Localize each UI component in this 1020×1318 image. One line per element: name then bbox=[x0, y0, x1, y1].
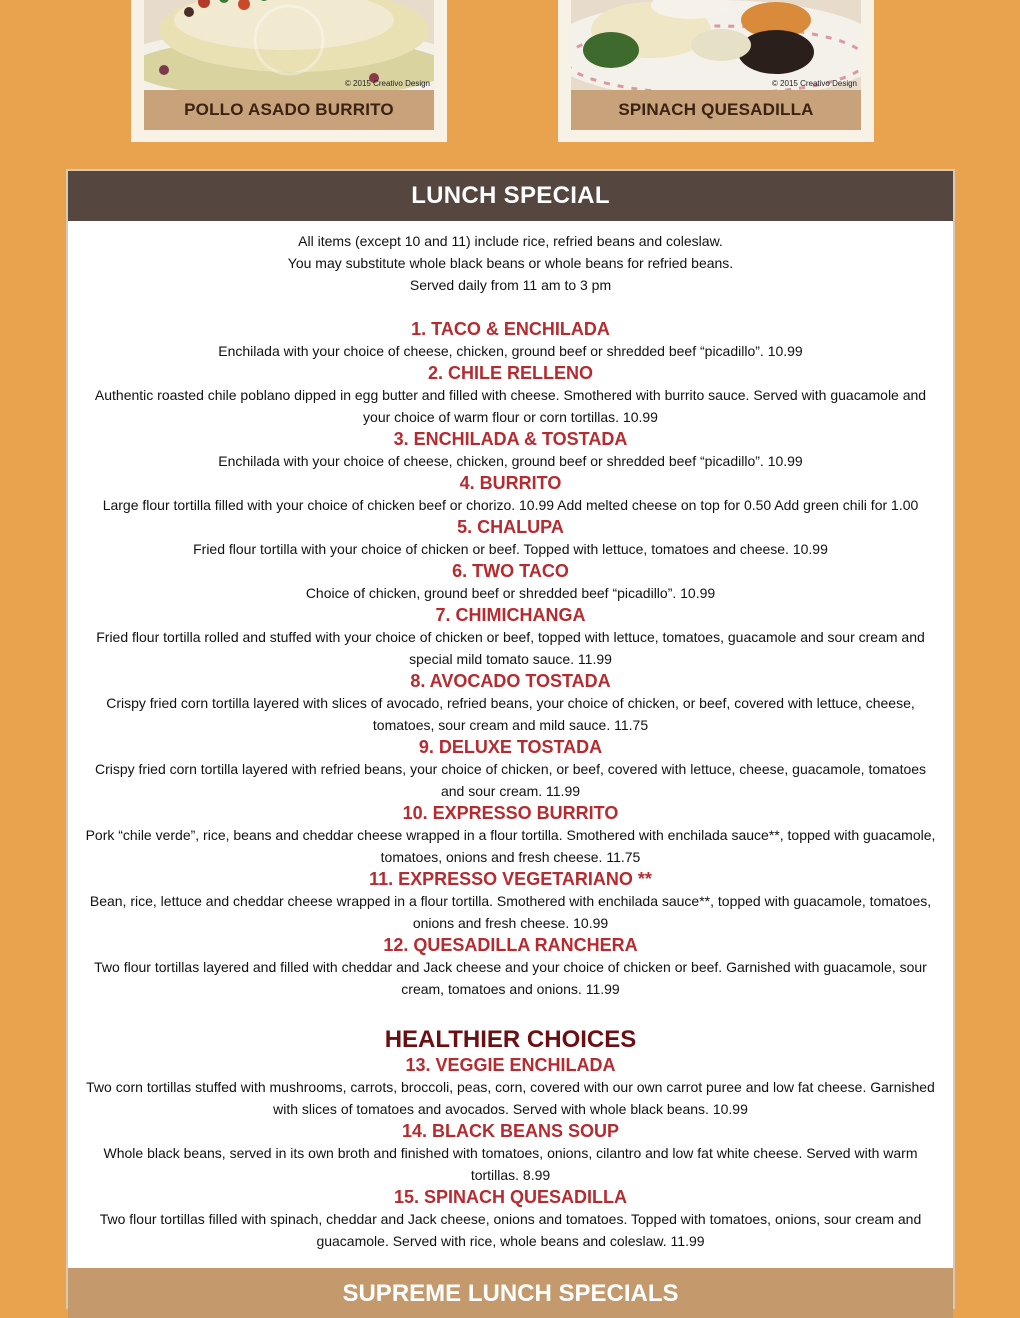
burrito-photo bbox=[144, 0, 434, 90]
healthier-choices-title: HEALTHIER CHOICES bbox=[384, 1026, 637, 1053]
menu-item-title: 7. CHIMICHANGA bbox=[435, 605, 586, 625]
lunch-special-title: LUNCH SPECIAL bbox=[68, 171, 953, 221]
intro-line: Served daily from 11 am to 3 pm bbox=[409, 277, 612, 293]
menu-item-desc: Authentic roasted chile poblano dipped in egg butter and filled with cheese. Smothered with burrito sauce. Served with guacamole and your choice of warm flour or corn tortillas. 10.99 bbox=[94, 387, 927, 425]
menu-item-desc: Large flour tortilla filled with your choice of chicken beef or chorizo. 10.99 Add melted cheese on top for 0.50 Add green chili for 1.00 bbox=[102, 497, 919, 513]
lunch-special-panel bbox=[66, 169, 955, 1309]
photo-card-spinach-quesadilla[interactable] bbox=[558, 0, 874, 142]
menu-item bbox=[80, 1120, 941, 1186]
menu-item-title: 1. TACO & ENCHILADA bbox=[411, 319, 610, 339]
lunch-special-intro bbox=[80, 230, 941, 296]
menu-item-desc: Fried flour tortilla rolled and stuffed with your choice of chicken or beef, topped with lettuce, tomatoes, guacamole and sour cream and special mild tomato sauce. 11.99 bbox=[96, 629, 925, 667]
menu-item-desc: Bean, rice, lettuce and cheddar cheese wrapped in a flour tortilla. Smothered with enchilada sauce**, topped with guacamole, tomatoes, onions and fresh cheese. 10.99 bbox=[89, 893, 932, 931]
menu-item-title: 6. TWO TACO bbox=[452, 561, 569, 581]
menu-item-title: 13. VEGGIE ENCHILADA bbox=[405, 1055, 616, 1075]
lunch-special-body bbox=[68, 221, 953, 1252]
menu-item-desc: Crispy fried corn tortilla layered with refried beans, your choice of chicken, or beef, covered with lettuce, cheese, guacamole, tomatoes and sour cream. 11.99 bbox=[94, 761, 927, 799]
menu-item-desc: Enchilada with your choice of cheese, chicken, ground beef or shredded beef “picadillo”. 10.99 bbox=[218, 343, 803, 359]
menu-item-title: 9. DELUXE TOSTADA bbox=[418, 737, 603, 757]
menu-item-desc: Pork “chile verde”, rice, beans and cheddar cheese wrapped in a flour tortilla. Smothered with enchilada sauce**, topped with guacamole, tomatoes, onions and fresh cheese. 11.75 bbox=[85, 827, 936, 865]
menu-item bbox=[80, 868, 941, 934]
menu-item bbox=[80, 934, 941, 1000]
menu-item bbox=[80, 1054, 941, 1120]
menu-item-title: 8. AVOCADO TOSTADA bbox=[410, 671, 611, 691]
menu-item bbox=[80, 604, 941, 670]
menu-item bbox=[80, 516, 941, 560]
menu-item-title: 4. BURRITO bbox=[459, 473, 562, 493]
menu-item-title: 2. CHILE RELLENO bbox=[427, 363, 593, 383]
menu-item-desc: Whole black beans, served in its own broth and finished with tomatoes, onions, cilantro and low fat white cheese. Served with warm tortillas. 8.99 bbox=[103, 1145, 918, 1183]
supreme-lunch-specials-title: SUPREME LUNCH SPECIALS bbox=[68, 1268, 953, 1318]
menu-item-title: 5. CHALUPA bbox=[457, 517, 564, 537]
intro-line: You may substitute whole black beans or whole beans for refried beans. bbox=[287, 255, 734, 271]
photo-caption: SPINACH QUESADILLA bbox=[571, 90, 861, 130]
menu-item-desc: Choice of chicken, ground beef or shredded beef “picadillo”. 10.99 bbox=[305, 585, 716, 601]
menu-item-desc: Crispy fried corn tortilla layered with slices of avocado, refried beans, your choice of chicken, or beef, covered with lettuce, cheese, tomatoes, sour cream and mild sauce. 11.75 bbox=[106, 695, 915, 733]
menu-item-desc: Two flour tortillas layered and filled with cheddar and Jack cheese and your choice of chicken or beef. Garnished with guacamole, sour cream, tomatoes and onions. 11.99 bbox=[94, 959, 927, 997]
menu-item-title: 10. EXPRESSO BURRITO bbox=[402, 803, 619, 823]
menu-item-title: 15. SPINACH QUESADILLA bbox=[393, 1187, 628, 1207]
intro-line: All items (except 10 and 11) include rice, refried beans and coleslaw. bbox=[298, 233, 723, 249]
menu-item bbox=[80, 1186, 941, 1252]
menu-item bbox=[80, 736, 941, 802]
menu-item-title: 3. ENCHILADA & TOSTADA bbox=[393, 429, 628, 449]
photo-card-pollo-asado-burrito[interactable] bbox=[131, 0, 447, 142]
menu-item bbox=[80, 318, 941, 362]
quesadilla-photo bbox=[571, 0, 861, 90]
menu-item-desc: Fried flour tortilla with your choice of chicken or beef. Topped with lettuce, tomatoes and cheese. 10.99 bbox=[193, 541, 828, 557]
menu-item-desc: Two corn tortillas stuffed with mushrooms, carrots, broccoli, peas, corn, covered with our own carrot puree and low fat cheese. Garnished with slices of tomatoes and avocados. Served with whole black beans. 10.99 bbox=[86, 1079, 935, 1117]
menu-item-desc: Two flour tortillas filled with spinach, cheddar and Jack cheese, onions and tomatoes. Topped with tomatoes, onions, sour cream and guacamole. Served with rice, whole beans and coleslaw. 11.99 bbox=[99, 1211, 922, 1249]
photo-copyright: © 2015 Creativo Design bbox=[771, 79, 857, 88]
menu-item bbox=[80, 428, 941, 472]
menu-item bbox=[80, 362, 941, 428]
menu-item-desc: Enchilada with your choice of cheese, chicken, ground beef or shredded beef “picadillo”. 10.99 bbox=[218, 453, 803, 469]
menu-item bbox=[80, 560, 941, 604]
menu-item bbox=[80, 670, 941, 736]
menu-item bbox=[80, 472, 941, 516]
photo-caption: POLLO ASADO BURRITO bbox=[144, 90, 434, 130]
menu-item-title: 12. QUESADILLA RANCHERA bbox=[383, 935, 638, 955]
menu-item bbox=[80, 802, 941, 868]
menu-item-title: 11. EXPRESSO VEGETARIANO ** bbox=[369, 869, 652, 889]
menu-item-title: 14. BLACK BEANS SOUP bbox=[401, 1121, 620, 1141]
photo-copyright: © 2015 Creativo Design bbox=[344, 79, 430, 88]
